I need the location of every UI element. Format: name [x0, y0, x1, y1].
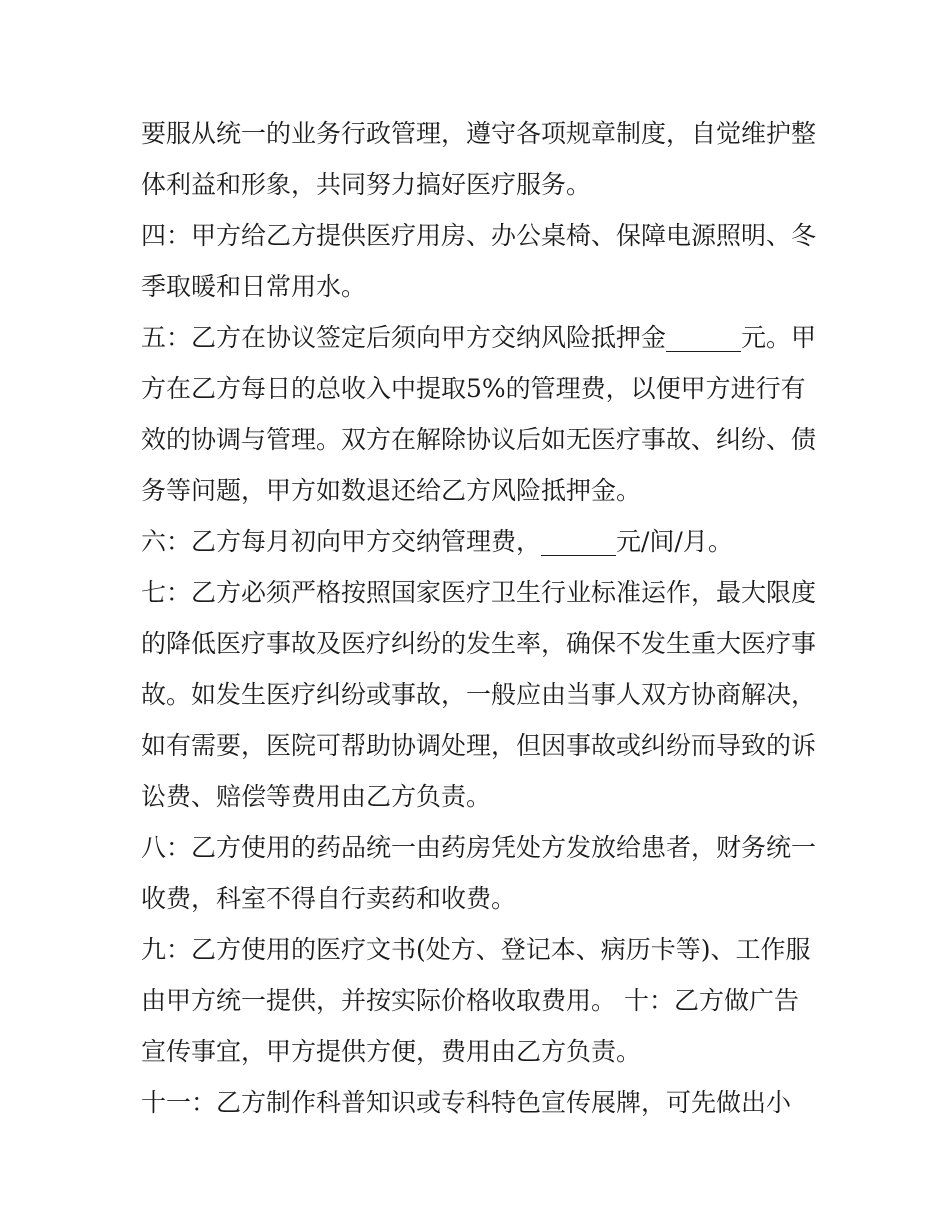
- clause-11: 十一：乙方制作科普知识或专科特色宣传展牌，可先做出小: [141, 1088, 792, 1117]
- paragraph-continuation: 要服从统一的业务行政管理，遵守各项规章制度，自觉维护整体利益和形象，共同努力搞好医疗服务。: [141, 119, 817, 199]
- clause-6: 六：乙方每月初向甲方交纳管理费，______元/间/月。: [141, 527, 733, 556]
- clause-9-10: 九：乙方使用的医疗文书(处方、登记本、病历卡等)、工作服由甲方统一提供，并按实际价格收取费用。 十：乙方做广告宣传事宜，甲方提供方便，费用由乙方负责。: [141, 935, 811, 1066]
- clause-8: 八：乙方使用的药品统一由药房凭处方发放给患者，财务统一收费，科室不得自行卖药和收费。: [141, 833, 817, 913]
- clause-5: 五：乙方在协议签定后须向甲方交纳风险抵押金______元。甲方在乙方每日的总收入中提取5%的管理费，以便甲方进行有效的协调与管理。双方在解除协议后如无医疗事故、纠纷、债务等问题，甲方如数退还给乙方风险抵押金。: [141, 323, 817, 505]
- document-body: [141, 108, 821, 1128]
- clause-7: 七：乙方必须严格按照国家医疗卫生行业标准运作，最大限度的降低医疗事故及医疗纠纷的发生率，确保不发生重大医疗事故。如发生医疗纠纷或事故，一般应由当事人双方协商解决，如有需要，医院可帮助协调处理，但因事故或纠纷而导致的诉讼费、赔偿等费用由乙方负责。: [141, 578, 817, 811]
- clause-4: 四：甲方给乙方提供医疗用房、办公桌椅、保障电源照明、冬季取暖和日常用水。: [141, 221, 817, 301]
